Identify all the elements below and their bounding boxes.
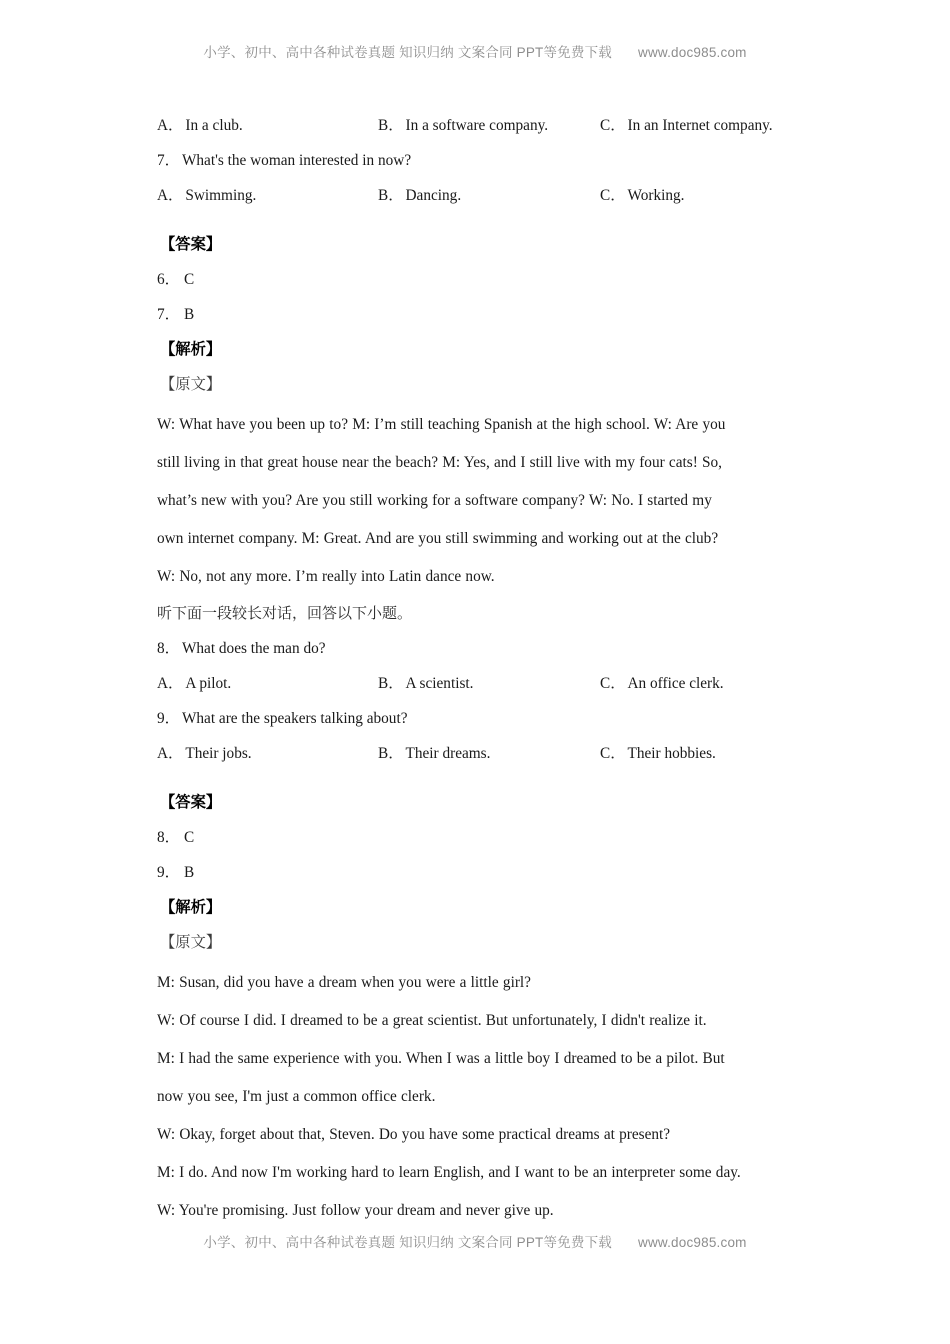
- answer-row-7-number: 7．: [157, 306, 180, 323]
- transcript-1-line: W: No, not any more. I’m really into Latin dance now.: [157, 568, 495, 585]
- answer-section-header-1: 【答案】: [160, 235, 222, 253]
- option-7-b[interactable]: [378, 178, 461, 213]
- transcript-2-line: M: I had the same experience with you. When I was a little boy I dreamed to be a pilot. But: [157, 1050, 725, 1067]
- question-9-options: [157, 736, 809, 771]
- question-9-text: What are the speakers talking about?: [181, 710, 408, 727]
- option-6-c-text: In an Internet company.: [627, 117, 773, 134]
- option-9-b[interactable]: [378, 736, 490, 771]
- option-8-a-text: A pilot.: [185, 675, 232, 692]
- transcript-1: [157, 406, 809, 596]
- option-8-a[interactable]: [157, 666, 231, 701]
- footer-site-url: www.doc985.com: [638, 1235, 747, 1250]
- option-9-c[interactable]: [600, 736, 716, 771]
- answer-row-8: [157, 820, 809, 855]
- transcript-1-line: W: What have you been up to? M: I’m still teaching Spanish at the high school. W: Are you: [157, 416, 726, 433]
- transcript-section-header-1: 【原文】: [160, 375, 222, 393]
- listening-instruction: 听下面一段较长对话，回答以下小题。: [157, 604, 413, 622]
- option-8-c-text: An office clerk.: [627, 675, 724, 692]
- transcript-2-line: W: Of course I did. I dreamed to be a great scientist. But unfortunately, I didn't realize it.: [157, 1012, 707, 1029]
- answer-row-9: [157, 855, 809, 890]
- option-9-a[interactable]: [157, 736, 252, 771]
- option-marker-a: A．: [157, 187, 184, 204]
- option-8-b-text: A scientist.: [405, 675, 474, 692]
- answer-row-8-key: C: [183, 829, 195, 846]
- option-marker-a: A．: [157, 745, 184, 762]
- answer-row-9-number: 9．: [157, 864, 180, 881]
- transcript-2-line: W: You're promising. Just follow your dream and never give up.: [157, 1202, 554, 1219]
- transcript-2-line: M: Susan, did you have a dream when you were a little girl?: [157, 974, 531, 991]
- question-9-number: 9．: [157, 710, 180, 727]
- option-9-c-text: Their hobbies.: [627, 745, 716, 762]
- document-content: [157, 108, 809, 1230]
- transcript-2-line: W: Okay, forget about that, Steven. Do you have some practical dreams at present?: [157, 1126, 671, 1143]
- question-8-text: What does the man do?: [181, 640, 326, 657]
- option-8-b[interactable]: [378, 666, 473, 701]
- option-6-b[interactable]: [378, 108, 548, 143]
- answer-row-7: [157, 297, 809, 332]
- page-header: [0, 41, 950, 61]
- option-6-a[interactable]: [157, 108, 243, 143]
- option-9-a-text: Their jobs.: [185, 745, 252, 762]
- transcript-2: [157, 964, 809, 1230]
- spacer: [157, 771, 809, 785]
- question-8-number: 8．: [157, 640, 180, 657]
- transcript-1-line: own internet company. M: Great. And are you still swimming and working out at the club?: [157, 530, 719, 547]
- option-marker-c: C．: [600, 745, 626, 762]
- option-6-c[interactable]: [600, 108, 773, 143]
- option-6-a-text: In a club.: [185, 117, 243, 134]
- transcript-1-line: still living in that great house near the beach? M: Yes, and I still live with my four cats! So,: [157, 454, 722, 471]
- option-marker-b: B．: [378, 745, 404, 762]
- transcript-section-header-2: 【原文】: [160, 933, 222, 951]
- option-marker-c: C．: [600, 117, 626, 134]
- question-8-options: [157, 666, 809, 701]
- answer-row-7-key: B: [183, 306, 195, 323]
- answer-row-8-number: 8．: [157, 829, 180, 846]
- analysis-section-header-2: 【解析】: [160, 898, 222, 916]
- option-marker-b: B．: [378, 675, 404, 692]
- header-promo-text: 小学、初中、高中各种试卷真题 知识归纳 文案合同 PPT等免费下载: [203, 45, 612, 60]
- option-marker-c: C．: [600, 675, 626, 692]
- answer-row-6-key: C: [183, 271, 195, 288]
- question-9-stem: [157, 701, 809, 736]
- option-6-b-text: In a software company.: [405, 117, 549, 134]
- header-site-url: www.doc985.com: [638, 45, 747, 60]
- option-7-c[interactable]: [600, 178, 684, 213]
- option-marker-a: A．: [157, 117, 184, 134]
- question-7-options: [157, 178, 809, 213]
- option-7-b-text: Dancing.: [405, 187, 462, 204]
- option-7-a-text: Swimming.: [185, 187, 257, 204]
- transcript-2-line: now you see, I'm just a common office clerk.: [157, 1088, 436, 1105]
- analysis-section-header-1: 【解析】: [160, 340, 222, 358]
- footer-promo-text: 小学、初中、高中各种试卷真题 知识归纳 文案合同 PPT等免费下载: [203, 1235, 612, 1250]
- transcript-2-line: M: I do. And now I'm working hard to learn English, and I want to be an interpreter some day.: [157, 1164, 741, 1181]
- question-7-text: What's the woman interested in now?: [181, 152, 412, 169]
- option-marker-c: C．: [600, 187, 626, 204]
- question-7-number: 7．: [157, 152, 180, 169]
- option-7-a[interactable]: [157, 178, 256, 213]
- answer-row-9-key: B: [183, 864, 195, 881]
- option-8-c[interactable]: [600, 666, 724, 701]
- answer-section-header-2: 【答案】: [160, 793, 222, 811]
- answer-row-6: [157, 262, 809, 297]
- option-marker-a: A．: [157, 675, 184, 692]
- option-9-b-text: Their dreams.: [405, 745, 491, 762]
- question-8-stem: [157, 631, 809, 666]
- transcript-1-line: what’s new with you? Are you still working for a software company? W: No. I started my: [157, 492, 712, 509]
- option-marker-b: B．: [378, 187, 404, 204]
- answer-row-6-number: 6．: [157, 271, 180, 288]
- option-marker-b: B．: [378, 117, 404, 134]
- page-footer: [0, 1231, 950, 1251]
- option-7-c-text: Working.: [627, 187, 685, 204]
- spacer: [157, 213, 809, 227]
- question-6-options: [157, 108, 809, 143]
- question-7-stem: [157, 143, 809, 178]
